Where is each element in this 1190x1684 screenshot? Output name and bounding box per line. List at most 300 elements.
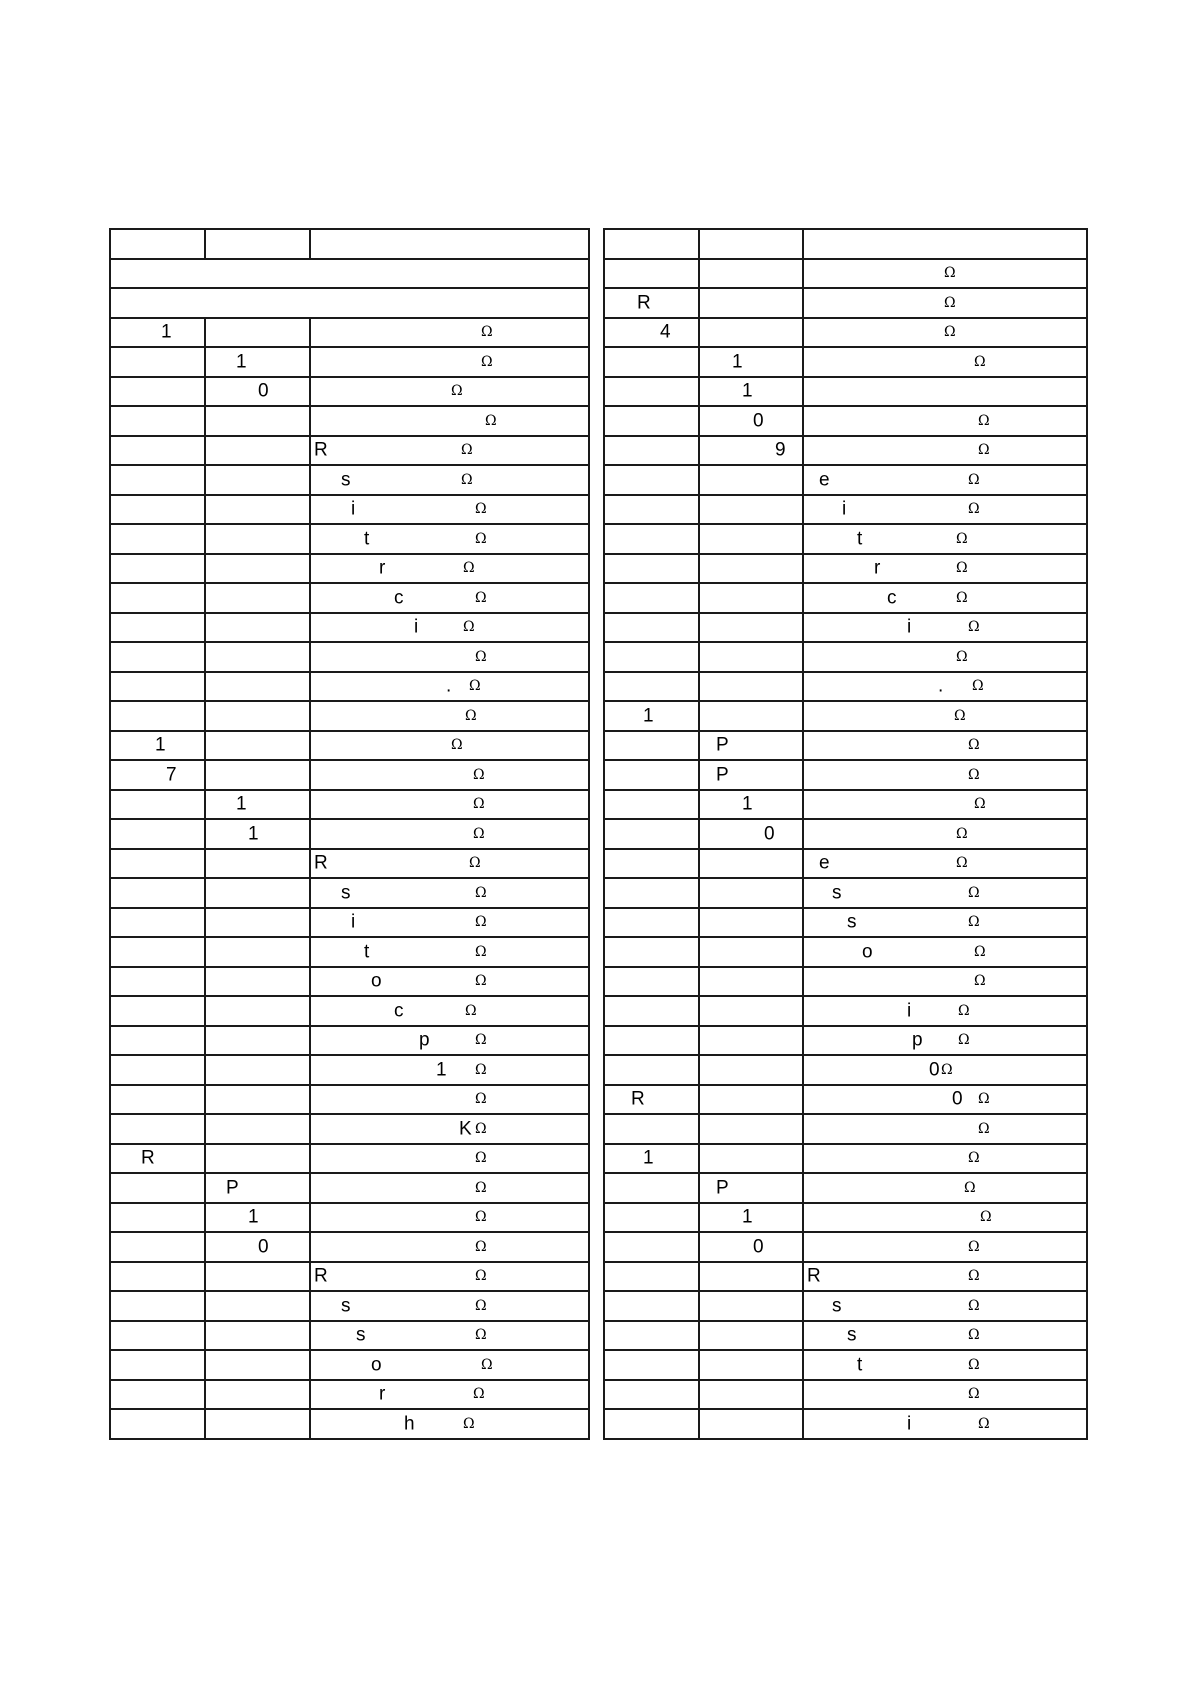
table-row xyxy=(110,1321,589,1351)
table-cell xyxy=(699,849,803,879)
cell-text: R xyxy=(807,1265,821,1287)
table-row xyxy=(110,613,589,643)
table-cell xyxy=(699,642,803,672)
table-cell xyxy=(803,1321,1087,1351)
table-row xyxy=(110,967,589,997)
table-cell xyxy=(604,406,699,436)
table-cell xyxy=(110,996,205,1026)
cell-text: . xyxy=(938,675,944,697)
table-cell xyxy=(803,1114,1087,1144)
table-row xyxy=(110,347,589,377)
ohm-symbol: Ω xyxy=(475,1061,487,1078)
table-cell xyxy=(310,495,589,525)
table-cell xyxy=(699,1026,803,1056)
table-row xyxy=(604,1114,1087,1144)
table-cell xyxy=(699,465,803,495)
table-row xyxy=(110,1380,589,1410)
table-cell xyxy=(604,347,699,377)
merged-cell xyxy=(110,259,589,289)
cell-text: c xyxy=(887,587,897,609)
table-cell xyxy=(110,1173,205,1203)
table-row xyxy=(604,1350,1087,1380)
table-cell xyxy=(699,1055,803,1085)
table-cell xyxy=(604,1085,699,1115)
table-row xyxy=(604,908,1087,938)
table-cell xyxy=(803,760,1087,790)
table-cell xyxy=(205,819,310,849)
table-row xyxy=(604,1321,1087,1351)
cell-text: c xyxy=(394,587,404,609)
table-cell xyxy=(205,1114,310,1144)
table-cell xyxy=(310,849,589,879)
cell-text: 1 xyxy=(236,351,247,373)
table-cell xyxy=(310,1262,589,1292)
ohm-symbol: Ω xyxy=(475,1209,487,1226)
cell-text: . xyxy=(446,675,452,697)
table-row xyxy=(110,288,589,318)
table-row xyxy=(110,790,589,820)
table-cell xyxy=(699,1085,803,1115)
table-cell xyxy=(205,1055,310,1085)
cell-text: s xyxy=(341,882,351,904)
table-cell xyxy=(110,347,205,377)
table-cell xyxy=(205,1291,310,1321)
ohm-symbol: Ω xyxy=(473,1386,485,1403)
table-cell xyxy=(310,377,589,407)
table-row xyxy=(604,406,1087,436)
table-row xyxy=(110,1055,589,1085)
table-cell xyxy=(310,1055,589,1085)
table-cell xyxy=(699,701,803,731)
ohm-symbol: Ω xyxy=(978,1091,990,1108)
ohm-symbol: Ω xyxy=(968,1327,980,1344)
table-cell xyxy=(699,937,803,967)
table-cell xyxy=(110,1026,205,1056)
ohm-symbol: Ω xyxy=(451,383,463,400)
table-cell xyxy=(205,996,310,1026)
table-row xyxy=(110,1085,589,1115)
table-cell xyxy=(699,229,803,259)
cell-text: t xyxy=(364,941,370,963)
table-cell xyxy=(310,436,589,466)
table-cell xyxy=(604,436,699,466)
ohm-symbol: Ω xyxy=(978,1415,990,1432)
cell-text: 1 xyxy=(742,380,753,402)
table-row xyxy=(110,672,589,702)
table-cell xyxy=(699,1409,803,1439)
ohm-symbol: Ω xyxy=(980,1209,992,1226)
table-cell xyxy=(110,318,205,348)
table-cell xyxy=(110,1232,205,1262)
ohm-symbol: Ω xyxy=(481,1356,493,1373)
table-cell xyxy=(310,642,589,672)
table-cell xyxy=(310,878,589,908)
table-cell xyxy=(310,1026,589,1056)
cell-text: P xyxy=(716,1177,729,1199)
cell-text: s xyxy=(832,882,842,904)
table-cell xyxy=(604,1232,699,1262)
cell-text: i xyxy=(351,498,356,520)
table-cell xyxy=(110,819,205,849)
table-cell xyxy=(803,1085,1087,1115)
ohm-symbol: Ω xyxy=(956,855,968,872)
table-row xyxy=(604,583,1087,613)
cell-text: c xyxy=(394,1000,404,1022)
cell-text: s xyxy=(847,911,857,933)
table-cell xyxy=(310,731,589,761)
cell-text: i xyxy=(907,1413,912,1435)
table-cell xyxy=(205,1321,310,1351)
table-cell xyxy=(110,1321,205,1351)
table-row xyxy=(604,229,1087,259)
table-cell xyxy=(110,1380,205,1410)
cell-text: o xyxy=(371,970,382,992)
table-row xyxy=(110,583,589,613)
table-cell xyxy=(604,849,699,879)
ohm-symbol: Ω xyxy=(473,796,485,813)
table-cell xyxy=(205,347,310,377)
table-cell xyxy=(310,465,589,495)
ohm-symbol: Ω xyxy=(974,973,986,990)
table-row xyxy=(604,259,1087,289)
table-cell xyxy=(803,996,1087,1026)
table-cell xyxy=(604,583,699,613)
table-cell xyxy=(803,524,1087,554)
table-cell xyxy=(110,731,205,761)
table-cell xyxy=(699,318,803,348)
cell-text: s xyxy=(341,1295,351,1317)
ohm-symbol: Ω xyxy=(475,501,487,518)
table-row xyxy=(110,524,589,554)
cell-text: 1 xyxy=(732,351,743,373)
table-cell xyxy=(803,377,1087,407)
ohm-symbol: Ω xyxy=(974,353,986,370)
table-cell xyxy=(803,1409,1087,1439)
table-cell xyxy=(604,1114,699,1144)
cell-text: r xyxy=(379,557,386,579)
table-cell xyxy=(110,524,205,554)
table-row xyxy=(604,1085,1087,1115)
ohm-symbol: Ω xyxy=(968,501,980,518)
table-cell xyxy=(604,642,699,672)
table-row xyxy=(110,819,589,849)
ohm-symbol: Ω xyxy=(974,796,986,813)
ohm-symbol: Ω xyxy=(956,530,968,547)
ohm-symbol: Ω xyxy=(451,737,463,754)
table-cell xyxy=(205,613,310,643)
cell-text: p xyxy=(419,1029,430,1051)
table-cell xyxy=(803,1026,1087,1056)
table-cell xyxy=(699,583,803,613)
table-cell xyxy=(205,406,310,436)
table-cell xyxy=(699,377,803,407)
table-cell xyxy=(604,1026,699,1056)
table-cell xyxy=(205,377,310,407)
table-cell xyxy=(699,259,803,289)
ohm-symbol: Ω xyxy=(968,1356,980,1373)
table-cell xyxy=(205,1085,310,1115)
cell-text: p xyxy=(912,1029,923,1051)
cell-text: s xyxy=(356,1324,366,1346)
cell-text: i xyxy=(907,616,912,638)
ohm-symbol: Ω xyxy=(475,884,487,901)
table-cell xyxy=(205,554,310,584)
table-cell xyxy=(699,347,803,377)
table-cell xyxy=(310,318,589,348)
table-cell xyxy=(604,908,699,938)
table-cell xyxy=(110,908,205,938)
table-cell xyxy=(803,849,1087,879)
table-row xyxy=(110,1291,589,1321)
ohm-symbol: Ω xyxy=(978,412,990,429)
right-table-body xyxy=(604,229,1087,1439)
table-row xyxy=(110,406,589,436)
table-cell xyxy=(604,1350,699,1380)
table-cell xyxy=(803,819,1087,849)
table-cell xyxy=(205,1262,310,1292)
table-row xyxy=(604,1026,1087,1056)
table-cell xyxy=(310,1291,589,1321)
ohm-symbol: Ω xyxy=(463,1415,475,1432)
table-cell xyxy=(803,908,1087,938)
table-row xyxy=(110,377,589,407)
table-cell xyxy=(205,1144,310,1174)
table-cell xyxy=(110,1085,205,1115)
ohm-symbol: Ω xyxy=(968,1268,980,1285)
table-cell xyxy=(310,996,589,1026)
cell-text: P xyxy=(716,734,729,756)
table-cell xyxy=(110,1350,205,1380)
table-cell xyxy=(803,967,1087,997)
ohm-symbol: Ω xyxy=(954,707,966,724)
table-row xyxy=(604,1409,1087,1439)
cell-text: h xyxy=(404,1413,415,1435)
table-cell xyxy=(310,1380,589,1410)
table-cell xyxy=(205,495,310,525)
table-cell xyxy=(604,701,699,731)
table-row xyxy=(604,1380,1087,1410)
table-cell xyxy=(110,878,205,908)
ohm-symbol: Ω xyxy=(956,648,968,665)
table-cell xyxy=(604,229,699,259)
table-cell xyxy=(310,1350,589,1380)
table-cell xyxy=(699,1232,803,1262)
table-cell xyxy=(110,1144,205,1174)
cell-text: R xyxy=(314,852,328,874)
left-table xyxy=(109,228,590,1440)
table-row xyxy=(110,1203,589,1233)
table-row xyxy=(110,1173,589,1203)
cell-text: 0 xyxy=(764,823,775,845)
table-cell xyxy=(699,1173,803,1203)
cell-text: 0 xyxy=(929,1059,940,1081)
cell-text: 0 xyxy=(952,1088,963,1110)
cell-text: 0 xyxy=(258,380,269,402)
table-cell xyxy=(803,1262,1087,1292)
table-cell xyxy=(310,1203,589,1233)
table-cell xyxy=(604,1203,699,1233)
ohm-symbol: Ω xyxy=(469,678,481,695)
cell-text: i xyxy=(842,498,847,520)
ohm-symbol: Ω xyxy=(461,442,473,459)
table-cell xyxy=(205,1232,310,1262)
cell-text: 1 xyxy=(248,823,259,845)
cell-text: t xyxy=(364,528,370,550)
table-cell xyxy=(310,672,589,702)
ohm-symbol: Ω xyxy=(475,973,487,990)
table-row xyxy=(110,1026,589,1056)
ohm-symbol: Ω xyxy=(475,589,487,606)
table-cell xyxy=(604,1055,699,1085)
table-cell xyxy=(604,731,699,761)
table-cell xyxy=(110,465,205,495)
ohm-symbol: Ω xyxy=(958,1032,970,1049)
table-cell xyxy=(604,760,699,790)
table-cell xyxy=(803,465,1087,495)
ohm-symbol: Ω xyxy=(974,943,986,960)
table-cell xyxy=(205,967,310,997)
cell-text: 1 xyxy=(742,793,753,815)
table-row xyxy=(604,613,1087,643)
table-cell xyxy=(110,613,205,643)
table-cell xyxy=(310,347,589,377)
table-cell xyxy=(205,1409,310,1439)
table-cell xyxy=(110,672,205,702)
table-cell xyxy=(205,908,310,938)
table-cell xyxy=(803,554,1087,584)
table-cell xyxy=(604,790,699,820)
cell-text: 1 xyxy=(742,1206,753,1228)
cell-text: 4 xyxy=(660,321,671,343)
table-row xyxy=(604,937,1087,967)
table-cell xyxy=(604,1409,699,1439)
table-cell xyxy=(699,760,803,790)
table-row xyxy=(604,1203,1087,1233)
ohm-symbol: Ω xyxy=(475,1179,487,1196)
table-cell xyxy=(604,318,699,348)
table-row xyxy=(110,701,589,731)
table-row xyxy=(110,760,589,790)
ohm-symbol: Ω xyxy=(475,530,487,547)
ohm-symbol: Ω xyxy=(475,943,487,960)
table-cell xyxy=(803,701,1087,731)
table-cell xyxy=(310,406,589,436)
table-row xyxy=(604,996,1087,1026)
table-row xyxy=(604,436,1087,466)
table-cell xyxy=(205,229,310,259)
table-cell xyxy=(310,760,589,790)
table-row xyxy=(110,1232,589,1262)
table-row xyxy=(604,347,1087,377)
table-cell xyxy=(803,318,1087,348)
table-row xyxy=(110,1114,589,1144)
cell-text: 1 xyxy=(155,734,166,756)
ohm-symbol: Ω xyxy=(978,442,990,459)
table-cell xyxy=(604,377,699,407)
table-cell xyxy=(803,1291,1087,1321)
ohm-symbol: Ω xyxy=(968,1297,980,1314)
ohm-symbol: Ω xyxy=(473,825,485,842)
table-cell xyxy=(604,819,699,849)
cell-text: R xyxy=(314,439,328,461)
table-cell xyxy=(110,1203,205,1233)
table-cell xyxy=(803,436,1087,466)
cell-text: R xyxy=(637,292,651,314)
table-row xyxy=(604,878,1087,908)
table-cell xyxy=(205,672,310,702)
ohm-symbol: Ω xyxy=(968,914,980,931)
ohm-symbol: Ω xyxy=(944,265,956,282)
cell-text: e xyxy=(819,469,830,491)
table-row xyxy=(604,672,1087,702)
ohm-symbol: Ω xyxy=(978,1120,990,1137)
table-cell xyxy=(310,1173,589,1203)
table-cell xyxy=(205,524,310,554)
table-cell xyxy=(803,731,1087,761)
ohm-symbol: Ω xyxy=(465,1002,477,1019)
table-cell xyxy=(310,613,589,643)
table-cell xyxy=(604,613,699,643)
table-row xyxy=(110,996,589,1026)
table-row xyxy=(110,495,589,525)
cell-text: r xyxy=(874,557,881,579)
table-cell xyxy=(699,672,803,702)
table-cell xyxy=(803,259,1087,289)
table-cell xyxy=(803,1173,1087,1203)
table-cell xyxy=(110,967,205,997)
ohm-symbol: Ω xyxy=(475,648,487,665)
cell-text: 9 xyxy=(775,439,786,461)
table-cell xyxy=(310,1144,589,1174)
cell-text: R xyxy=(314,1265,328,1287)
table-cell xyxy=(205,760,310,790)
table-cell xyxy=(699,495,803,525)
table-cell xyxy=(205,790,310,820)
table-cell xyxy=(604,259,699,289)
table-cell xyxy=(110,436,205,466)
table-row xyxy=(110,1262,589,1292)
table-cell xyxy=(699,1203,803,1233)
table-cell xyxy=(803,229,1087,259)
cell-text: s xyxy=(341,469,351,491)
table-cell xyxy=(803,1144,1087,1174)
table-row xyxy=(604,1055,1087,1085)
table-cell xyxy=(699,1350,803,1380)
table-row xyxy=(110,318,589,348)
table-cell xyxy=(699,731,803,761)
ohm-symbol: Ω xyxy=(968,1150,980,1167)
table-cell xyxy=(110,849,205,879)
table-row xyxy=(110,465,589,495)
table-cell xyxy=(310,701,589,731)
ohm-symbol: Ω xyxy=(968,766,980,783)
cell-text: P xyxy=(226,1177,239,1199)
ohm-symbol: Ω xyxy=(475,1327,487,1344)
ohm-symbol: Ω xyxy=(968,471,980,488)
table-cell xyxy=(110,1114,205,1144)
table-cell xyxy=(604,672,699,702)
ohm-symbol: Ω xyxy=(461,471,473,488)
table-row xyxy=(604,967,1087,997)
ohm-symbol: Ω xyxy=(485,412,497,429)
cell-text: o xyxy=(862,941,873,963)
table-cell xyxy=(310,229,589,259)
ohm-symbol: Ω xyxy=(475,1297,487,1314)
left-table-body xyxy=(110,229,589,1439)
table-cell xyxy=(604,1321,699,1351)
table-cell xyxy=(310,554,589,584)
table-cell xyxy=(604,1262,699,1292)
